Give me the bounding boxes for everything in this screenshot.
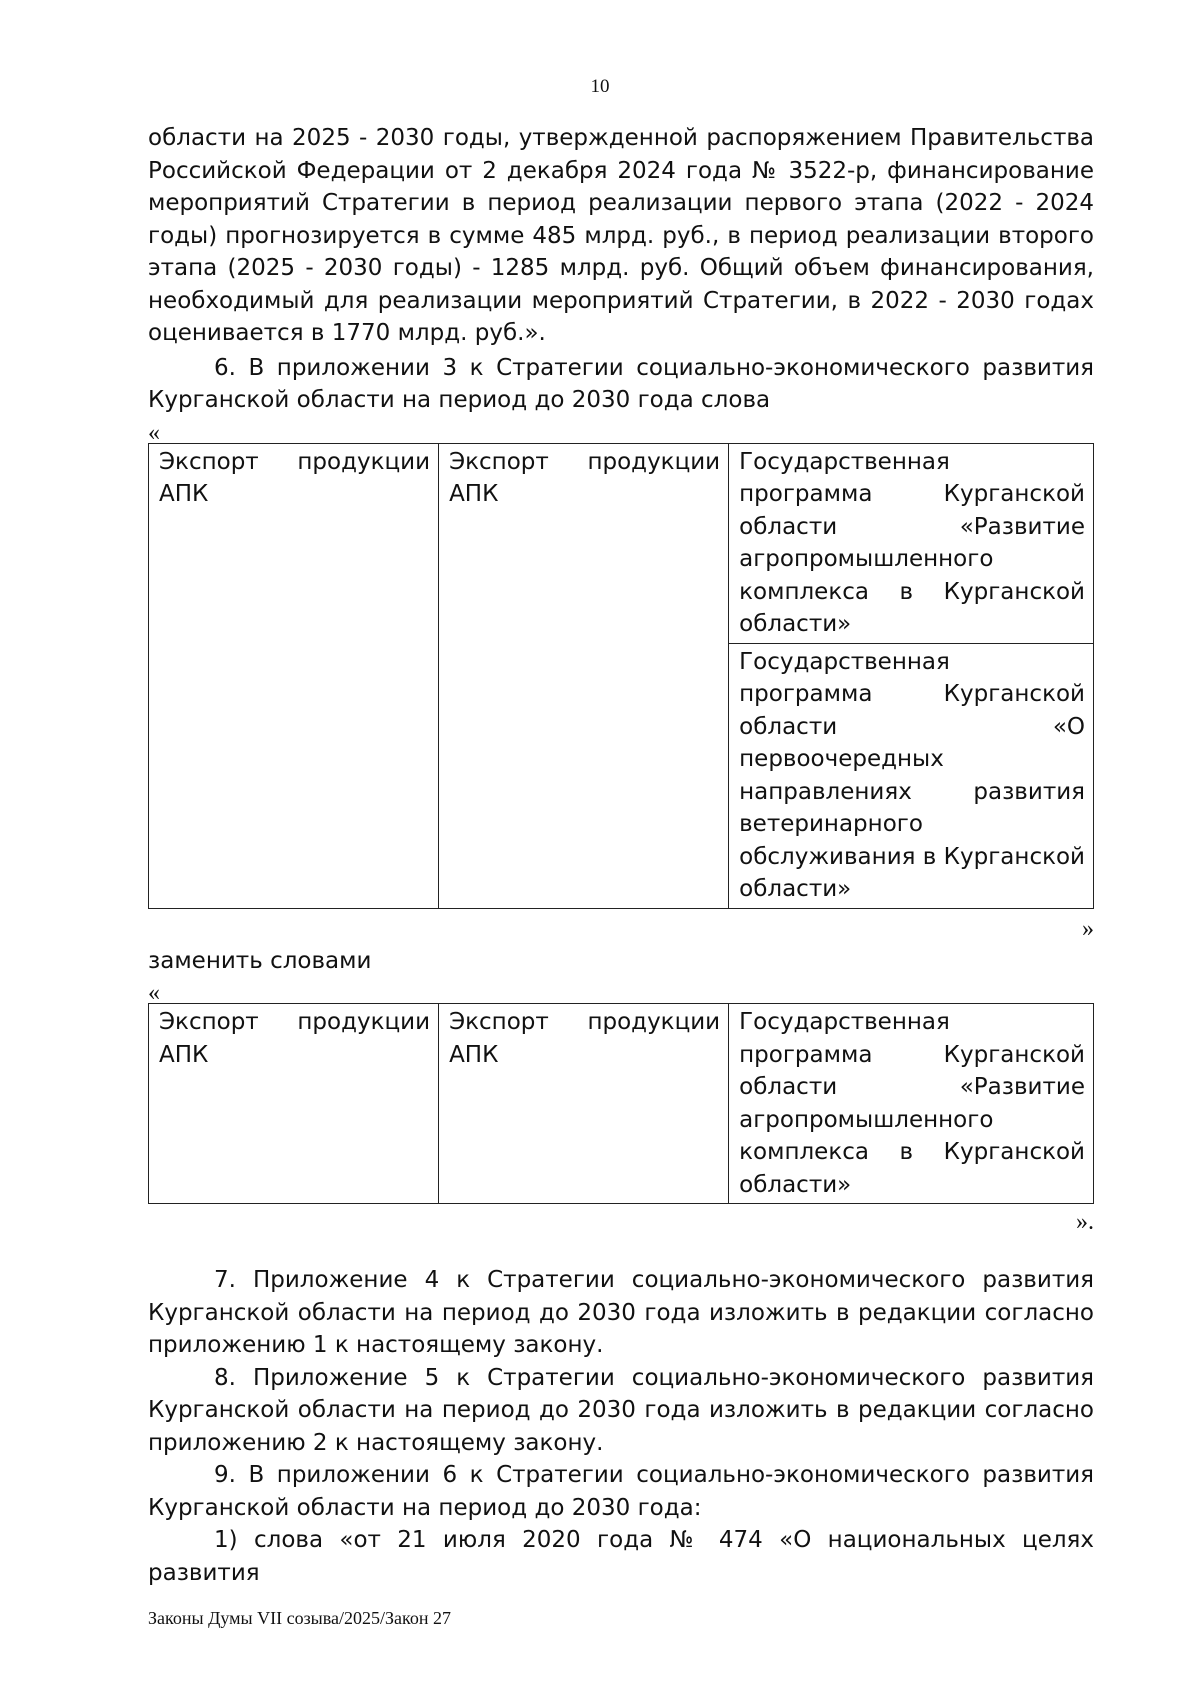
document-body <box>148 122 1094 1589</box>
table-new-wording <box>148 1003 1094 1204</box>
table-old-wording <box>148 443 1094 909</box>
quote-close-1: » <box>1082 915 1094 942</box>
paragraph-intro: области на 2025 - 2030 годы, утвержденной распоряжением Правительства Российской Федерации от 2 декабря 2024 года № 3522-р, финансирование мероприятий Стратегии в период реализации первого этапа (2022 - 2024 годы) прогнозируется в сумме 485 млрд. руб., в период реализации второго этапа (2025 - 2030 годы) - 1285 млрд. руб. Общий объем финансирования, необходимый для реализации мероприятий Стратегии, в 2022 - 2030 годах оценивается в 1770 млрд. руб.». <box>148 125 1094 346</box>
quote-open-1: « <box>148 419 160 446</box>
paragraph-item-9-sub-1: 1) слова «от 21 июля 2020 года № 474 «О национальных целях развития <box>148 1527 1094 1586</box>
paragraph-replace-words: заменить словами <box>148 947 372 974</box>
table-cell-program-1: Государственная программа Курганской области «Развитие агропромышленного комплекса в Курганской области» <box>729 443 1094 643</box>
table-cell-program-1: Государственная программа Курганской области «Развитие агропромышленного комплекса в Курганской области» <box>729 1004 1094 1204</box>
table-cell-export-1: Экспорт продукции АПК <box>149 1004 439 1204</box>
table-cell-export-1: Экспорт продукции АПК <box>149 443 439 908</box>
page-number: 10 <box>590 76 610 97</box>
table-cell-export-2: Экспорт продукции АПК <box>439 1004 729 1204</box>
table-row <box>149 1004 1094 1204</box>
table-cell-program-2: Государственная программа Курганской области «О первоочередных направлениях развития ветеринарного обслуживания в Курганской области» <box>729 643 1094 908</box>
table-cell-export-2: Экспорт продукции АПК <box>439 443 729 908</box>
paragraph-item-6: 6. В приложении 3 к Стратегии социально-экономического развития Курганской области на период до 2030 года слова <box>148 354 1094 413</box>
quote-open-2: « <box>148 980 160 1006</box>
page-footer: Законы Думы VII созыва/2025/Закон 27 <box>148 1608 451 1628</box>
table-row <box>149 443 1094 643</box>
paragraph-item-8: 8. Приложение 5 к Стратегии социально-экономического развития Курганской области на период до 2030 года изложить в редакции согласно приложению 2 к настоящему закону. <box>148 1364 1094 1456</box>
quote-close-2: ». <box>1076 1209 1094 1235</box>
paragraph-item-9: 9. В приложении 6 к Стратегии социально-экономического развития Курганской области на период до 2030 года: <box>148 1462 1094 1521</box>
paragraph-item-7: 7. Приложение 4 к Стратегии социально-экономического развития Курганской области на период до 2030 года изложить в редакции согласно приложению 1 к настоящему закону. <box>148 1267 1094 1358</box>
